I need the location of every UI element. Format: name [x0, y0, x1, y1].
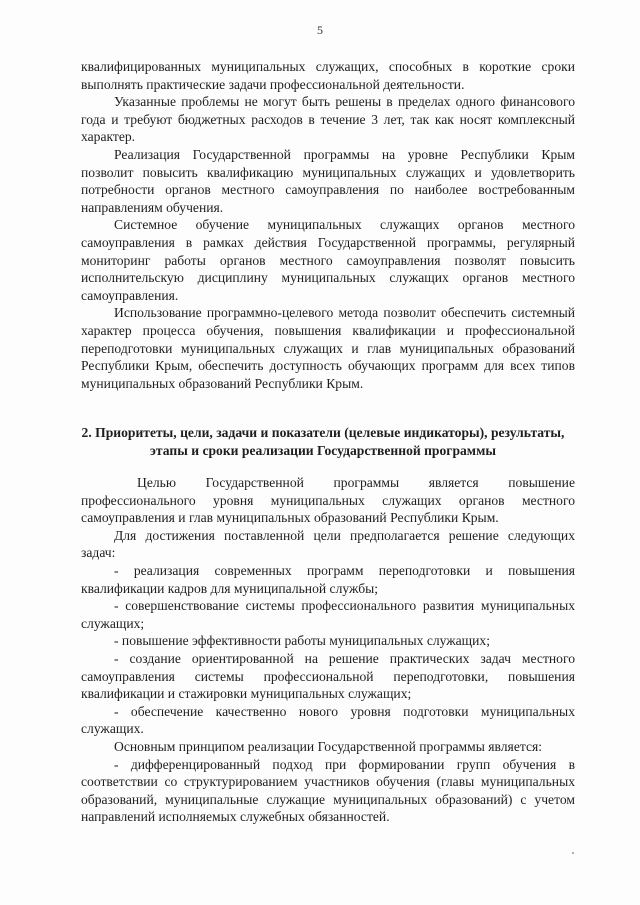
paragraph: квалифицированных муниципальных служащих, способных в короткие сроки выполнять практические задачи профессиональной деятельности. — [81, 59, 575, 92]
list-item: - обеспечение качественно нового уровня подготовки муниципальных служащих. — [81, 703, 575, 737]
goals-section — [81, 474, 575, 826]
paragraph: Целью Государственной программы является повышение профессионального уровня муниципальных служащих органов местного самоуправления и глав муниципальных образований Республики Крым. — [81, 475, 575, 526]
list-item: - совершенствование системы профессионального развития муниципальных служащих; — [81, 598, 575, 631]
section-heading: 2. Приоритеты, цели, задачи и показатели (целевые индикаторы), результаты, этапы и сроки реализации Государственной программы — [81, 425, 565, 458]
intro-section — [81, 58, 575, 392]
paragraph: Указанные проблемы не могут быть решены в пределах одного финансового года и требуют бюджетных расходов в течение 3 лет, так как носят комплексный характер. — [81, 94, 575, 145]
list-item: - реализация современных программ переподготовки и повышения квалификации кадров для муниципальной службы; — [81, 562, 575, 596]
paragraph: Реализация Государственной программы на уровне Республики Крым позволит повысить квалификацию муниципальных служащих и удовлетворить потребности органов местного самоуправления по наиболее востребованным направлениям обучения. — [81, 146, 575, 215]
list-item: - дифференцированный подход при формировании групп обучения в соответствии со структурированием участников обучения (главы муниципальных образований, муниципальные служащие муниципальных образований) с учетом направлений исполняемых служебных обязанностей. — [81, 756, 575, 825]
scan-speck — [572, 852, 574, 854]
paragraph: Основным принципом реализации Государственной программы является: — [114, 738, 543, 754]
page-number: 5 — [317, 23, 323, 37]
paragraph: Использование программно-целевого метода позволит обеспечить системный характер процесса обучения, повышения квалификации и профессиональной переподготовки муниципальных служащих и глав муниципальных образований Республики Крым, обеспечить доступность обучающих программ для всех типов муниципальных образований Республики Крым. — [81, 305, 575, 391]
paragraph: Для достижения поставленной цели предполагается решение следующих задач: — [81, 527, 575, 561]
list-item: - повышение эффективности работы муниципальных служащих; — [114, 633, 490, 649]
paragraph: Системное обучение муниципальных служащих органов местного самоуправления в рамках действия Государственной программы, регулярный мониторинг работы органов местного самоуправления позволят повысить исполнительскую дисциплину муниципальных служащих органов местного самоуправления. — [81, 217, 575, 303]
list-item: - создание ориентированной на решение практических задач местного самоуправления системы профессиональной переподготовки, повышения квалификации и стажировки муниципальных служащих; — [81, 650, 575, 702]
